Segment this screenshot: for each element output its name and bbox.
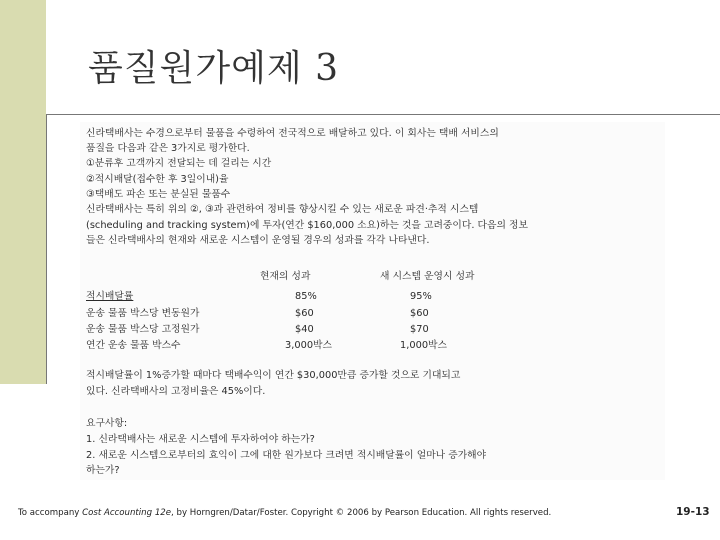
table-row-label: 연간 운송 물품 박스수 [86,340,181,351]
question-item: 하는가? [86,465,120,476]
scanned-problem-image [80,122,665,480]
table-header-new: 새 시스템 운영시 성과 [380,271,475,282]
table-header-current: 현재의 성과 [260,271,311,282]
question-item: 1. 신라택배사는 새로운 시스템에 투자하여야 하는가? [86,434,315,445]
table-cell-current: $60 [295,308,314,319]
criteria-item: ②적시배달(접수한 후 3일이내)율 [86,174,229,185]
questions-heading: 요구사항: [86,418,128,429]
question-item: 2. 새로운 시스템으로부터의 효익이 그에 대한 원가보다 크려면 적시배달률이 얼마나 증가해야 [86,450,487,461]
table-cell-current: 3,000박스 [285,340,332,351]
criteria-item: ①분류후 고객까지 전달되는 데 걸리는 시간 [86,158,272,169]
problem-line: 적시배달률이 1%증가할 때마다 택배수익이 연간 $30,000만큼 증가할 것으로 기대되고 [86,370,461,381]
footer-suffix: , by Horngren/Datar/Foster. Copyright © 2006 by Pearson Education. All rights reserved. [171,508,552,518]
problem-line: 있다. 신라택배사의 고정비율은 45%이다. [86,386,266,397]
table-cell-new: $70 [410,324,429,335]
left-accent-bar [0,0,46,384]
slide-title: 품질원가예제 3 [88,48,340,89]
table-cell-new: 95% [410,291,432,302]
page-number: 19-13 [676,506,710,518]
left-divider [46,114,47,384]
problem-line: 품질을 다음과 같은 3가지로 평가한다. [86,143,250,154]
table-cell-current: 85% [295,291,317,302]
criteria-item: ③택배도 파손 또는 분실된 물품수 [86,189,231,200]
table-cell-new: $60 [410,308,429,319]
table-row-label: 적시배달률 [86,291,134,302]
footer-prefix: To accompany [18,508,83,518]
table-row-label: 운송 물품 박스당 변동원가 [86,308,200,319]
title-divider [46,114,720,115]
footer-copyright [18,508,551,518]
footer-book-title: Cost Accounting 12e [82,508,172,518]
problem-line: 들은 신라택배사의 현재와 새로운 시스템이 운영될 경우의 성과를 각각 나타낸다. [86,235,430,246]
problem-line: (scheduling and tracking system)에 투자(연간 $160,000 소요)하는 것을 고려중이다. 다음의 정보 [86,220,528,231]
problem-line: 신라택배사는 특히 위의 ②, ③과 관련하여 정비를 향상시킬 수 있는 새로운 파견·추적 시스템 [86,204,479,215]
problem-line: 신라택배사는 수경으로부터 물품을 수령하여 전국적으로 배달하고 있다. 이 회사는 택배 서비스의 [86,128,499,139]
table-cell-current: $40 [295,324,314,335]
table-row-label: 운송 물품 박스당 고정원가 [86,324,200,335]
table-cell-new: 1,000박스 [400,340,447,351]
